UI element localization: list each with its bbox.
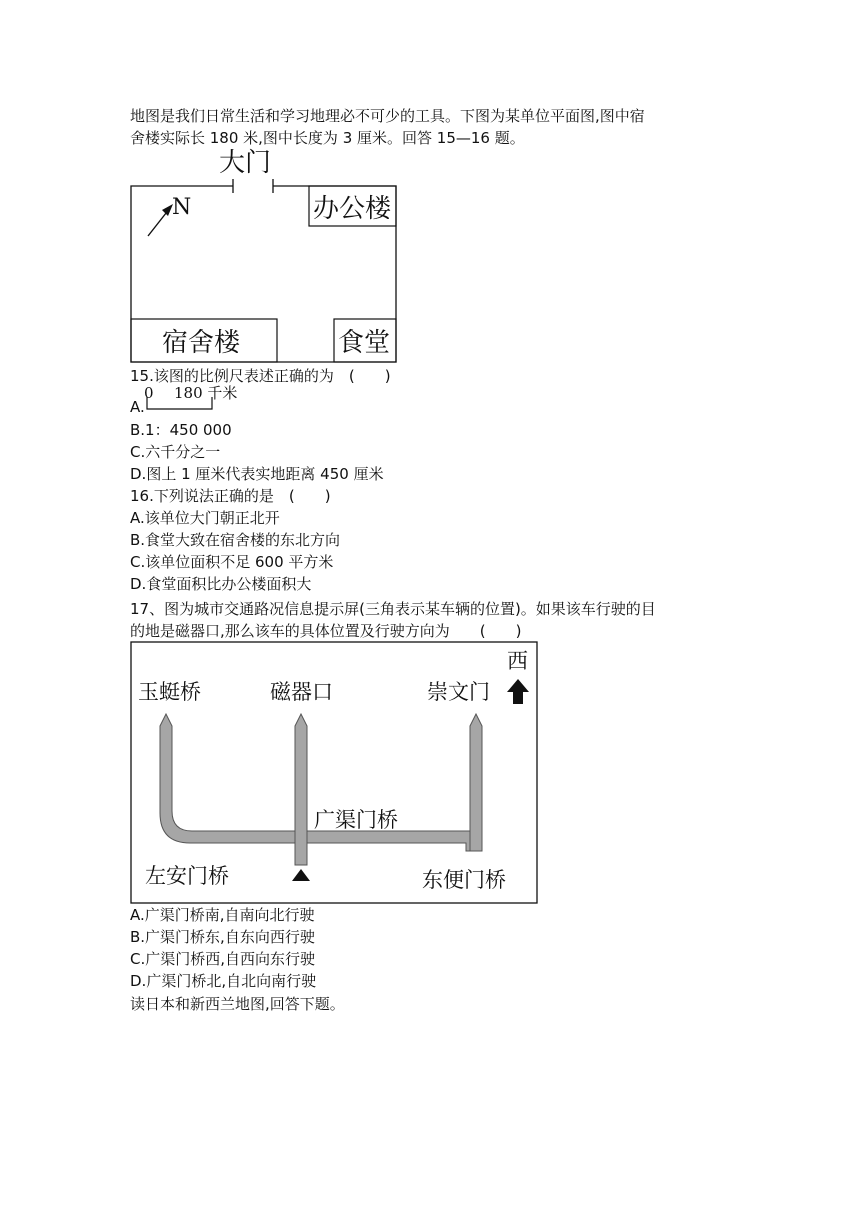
dorm-label: 宿舍楼 xyxy=(162,328,241,358)
scale-text: 180 千米 xyxy=(174,384,238,402)
q15-option-b: B.1：450 000 xyxy=(130,421,232,439)
gate-label: 大门 xyxy=(219,148,272,178)
canteen-label: 食堂 xyxy=(338,328,391,358)
q15-option-d: D.图上 1 厘米代表实地距离 450 厘米 xyxy=(130,465,384,483)
intro-line-1: 地图是我们日常生活和学习地理必不可少的工具。下图为某单位平面图,图中宿 xyxy=(130,107,645,125)
road-ciqikou xyxy=(295,714,307,865)
q15-option-a-scale-bar xyxy=(142,383,252,413)
q17-option-c: C.广渠门桥西,自西向东行驶 xyxy=(130,950,316,968)
q16-option-a: A.该单位大门朝正北开 xyxy=(130,509,280,527)
scale-zero: 0 xyxy=(144,384,154,402)
q15-option-c: C.六千分之一 xyxy=(130,443,221,461)
q15-option-a-label: A. xyxy=(130,398,145,416)
road-chongwenmen xyxy=(470,714,482,851)
label-guangqumenqiao: 广渠门桥 xyxy=(314,808,398,832)
q16-option-c: C.该单位面积不足 600 平方米 xyxy=(130,553,334,571)
q15-stem: 15.该图的比例尺表述正确的为 ( ) xyxy=(130,367,391,385)
label-ciqikou: 磁器口 xyxy=(270,680,333,704)
office-label: 办公楼 xyxy=(313,194,392,224)
q16-option-d: D.食堂面积比办公楼面积大 xyxy=(130,575,312,593)
north-arrow-icon xyxy=(148,204,173,236)
q16-option-b: B.食堂大致在宿舍楼的东北方向 xyxy=(130,531,341,549)
traffic-info-screen xyxy=(130,641,540,905)
label-yutingqiao: 玉蜓桥 xyxy=(138,680,201,704)
label-dongbianmenqiao: 东便门桥 xyxy=(422,868,506,892)
q17-option-b: B.广渠门桥东,自东向西行驶 xyxy=(130,928,315,946)
q17-option-a: A.广渠门桥南,自南向北行驶 xyxy=(130,906,315,924)
q17-stem-2: 的地是磁器口,那么该车的具体位置及行驶方向为 ( ) xyxy=(130,622,522,640)
west-label: 西 xyxy=(507,649,528,673)
label-zuoanmenqiao: 左安门桥 xyxy=(145,864,229,888)
north-label: N xyxy=(172,195,192,220)
outro-text: 读日本和新西兰地图,回答下题。 xyxy=(130,995,345,1013)
q16-stem: 16.下列说法正确的是 ( ) xyxy=(130,487,331,505)
q17-option-d: D.广渠门桥北,自北向南行驶 xyxy=(130,972,317,990)
q17-stem-1: 17、图为城市交通路况信息提示屏(三角表示某车辆的位置)。如果该车行驶的目 xyxy=(130,600,656,618)
unit-plan-map xyxy=(126,146,406,368)
intro-line-2: 舍楼实际长 180 米,图中长度为 3 厘米。回答 15—16 题。 xyxy=(130,129,525,147)
label-chongwenmen: 崇文门 xyxy=(427,680,490,704)
